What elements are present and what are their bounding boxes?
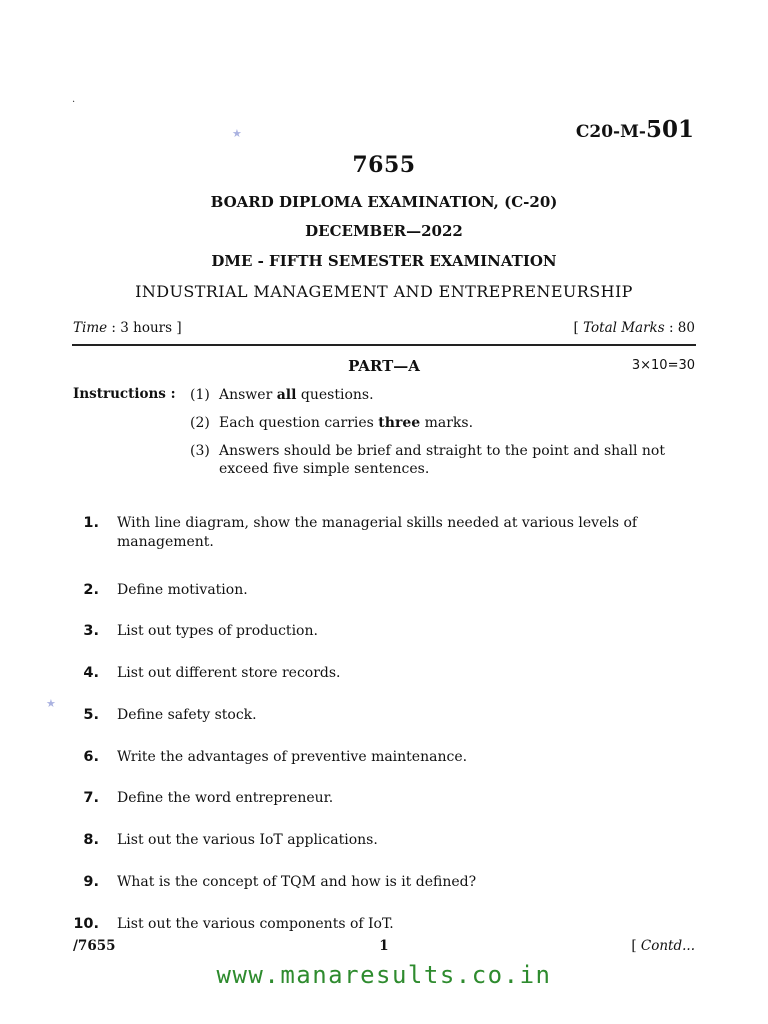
footer-bracket: [	[631, 938, 637, 954]
question-item	[72, 622, 672, 641]
question-text: List out different store records.	[117, 665, 341, 681]
page-number: 1	[379, 938, 389, 954]
continued-label: Contd...	[640, 938, 695, 954]
exam-month: DECEMBER—2022	[305, 222, 463, 240]
question-text: With line diagram, show the managerial skills needed at various levels of management.	[117, 515, 638, 550]
instruction-number: (3)	[190, 443, 210, 459]
time-value: : 3 hours ]	[111, 320, 182, 336]
question-text: Define motivation.	[117, 582, 248, 598]
question-number: 9.	[83, 874, 99, 890]
question-text: Define safety stock.	[117, 707, 257, 723]
exam-title: DME - FIFTH SEMESTER EXAMINATION	[211, 252, 557, 270]
question-number: 2.	[83, 582, 99, 598]
website-watermark[interactable]: www.manaresults.co.in	[216, 961, 552, 989]
instruction-number: (2)	[190, 415, 210, 431]
question-item	[72, 664, 672, 683]
part-title: PART—A	[348, 357, 420, 375]
question-number: 8.	[83, 832, 99, 848]
total-marks-info	[573, 320, 695, 336]
question-text: Define the word entrepreneur.	[117, 790, 334, 806]
instruction-item	[190, 414, 690, 432]
paper-code-prefix: C20-M-	[575, 122, 646, 142]
question-item	[72, 873, 672, 892]
footer-continued	[631, 938, 695, 954]
marks-value: : 80	[668, 320, 695, 336]
star-mark-icon: ★	[46, 697, 56, 710]
time-label: Time	[73, 320, 108, 336]
instruction-text: Answer all questions.	[219, 387, 374, 403]
question-text: Write the advantages of preventive maintenance.	[117, 749, 468, 765]
paper-code-number: 501	[645, 116, 694, 143]
part-marks: 3×10=30	[631, 358, 695, 373]
instruction-text: Answers should be brief and straight to the point and shall not exceed five simple sentences.	[219, 443, 665, 477]
question-item	[72, 581, 672, 600]
question-text: List out the various IoT applications.	[117, 832, 378, 848]
question-text: What is the concept of TQM and how is it defined?	[117, 874, 477, 890]
subject-title: INDUSTRIAL MANAGEMENT AND ENTREPRENEURSHIP	[135, 282, 633, 301]
question-item	[72, 706, 672, 725]
question-text: List out the various components of IoT.	[117, 916, 394, 932]
question-number: 6.	[83, 749, 99, 765]
paper-code	[576, 116, 694, 143]
instruction-item	[190, 442, 690, 478]
question-number: 10.	[73, 916, 99, 932]
question-item	[72, 748, 672, 767]
instruction-text: Each question carries three marks.	[219, 415, 474, 431]
marks-label: Total Marks	[583, 320, 665, 336]
stray-mark: .	[72, 94, 76, 105]
time-info	[73, 320, 182, 336]
instructions-label: Instructions :	[73, 386, 176, 402]
question-number: 5.	[83, 707, 99, 723]
instruction-item	[190, 386, 690, 404]
header-divider	[72, 344, 696, 346]
question-item	[72, 514, 672, 552]
question-item	[72, 831, 672, 850]
marks-bracket: [	[573, 320, 579, 336]
paper-number: 7655	[352, 152, 416, 178]
question-item	[72, 789, 672, 808]
star-mark-icon: ★	[232, 127, 242, 140]
question-number: 7.	[83, 790, 99, 806]
question-text: List out types of production.	[117, 623, 318, 639]
instruction-number: (1)	[190, 387, 210, 403]
question-number: 4.	[83, 665, 99, 681]
question-number: 3.	[83, 623, 99, 639]
footer-paper-number: /7655	[73, 938, 116, 954]
board-title: BOARD DIPLOMA EXAMINATION, (C-20)	[210, 193, 558, 211]
question-number: 1.	[83, 515, 99, 531]
question-item	[72, 915, 672, 934]
